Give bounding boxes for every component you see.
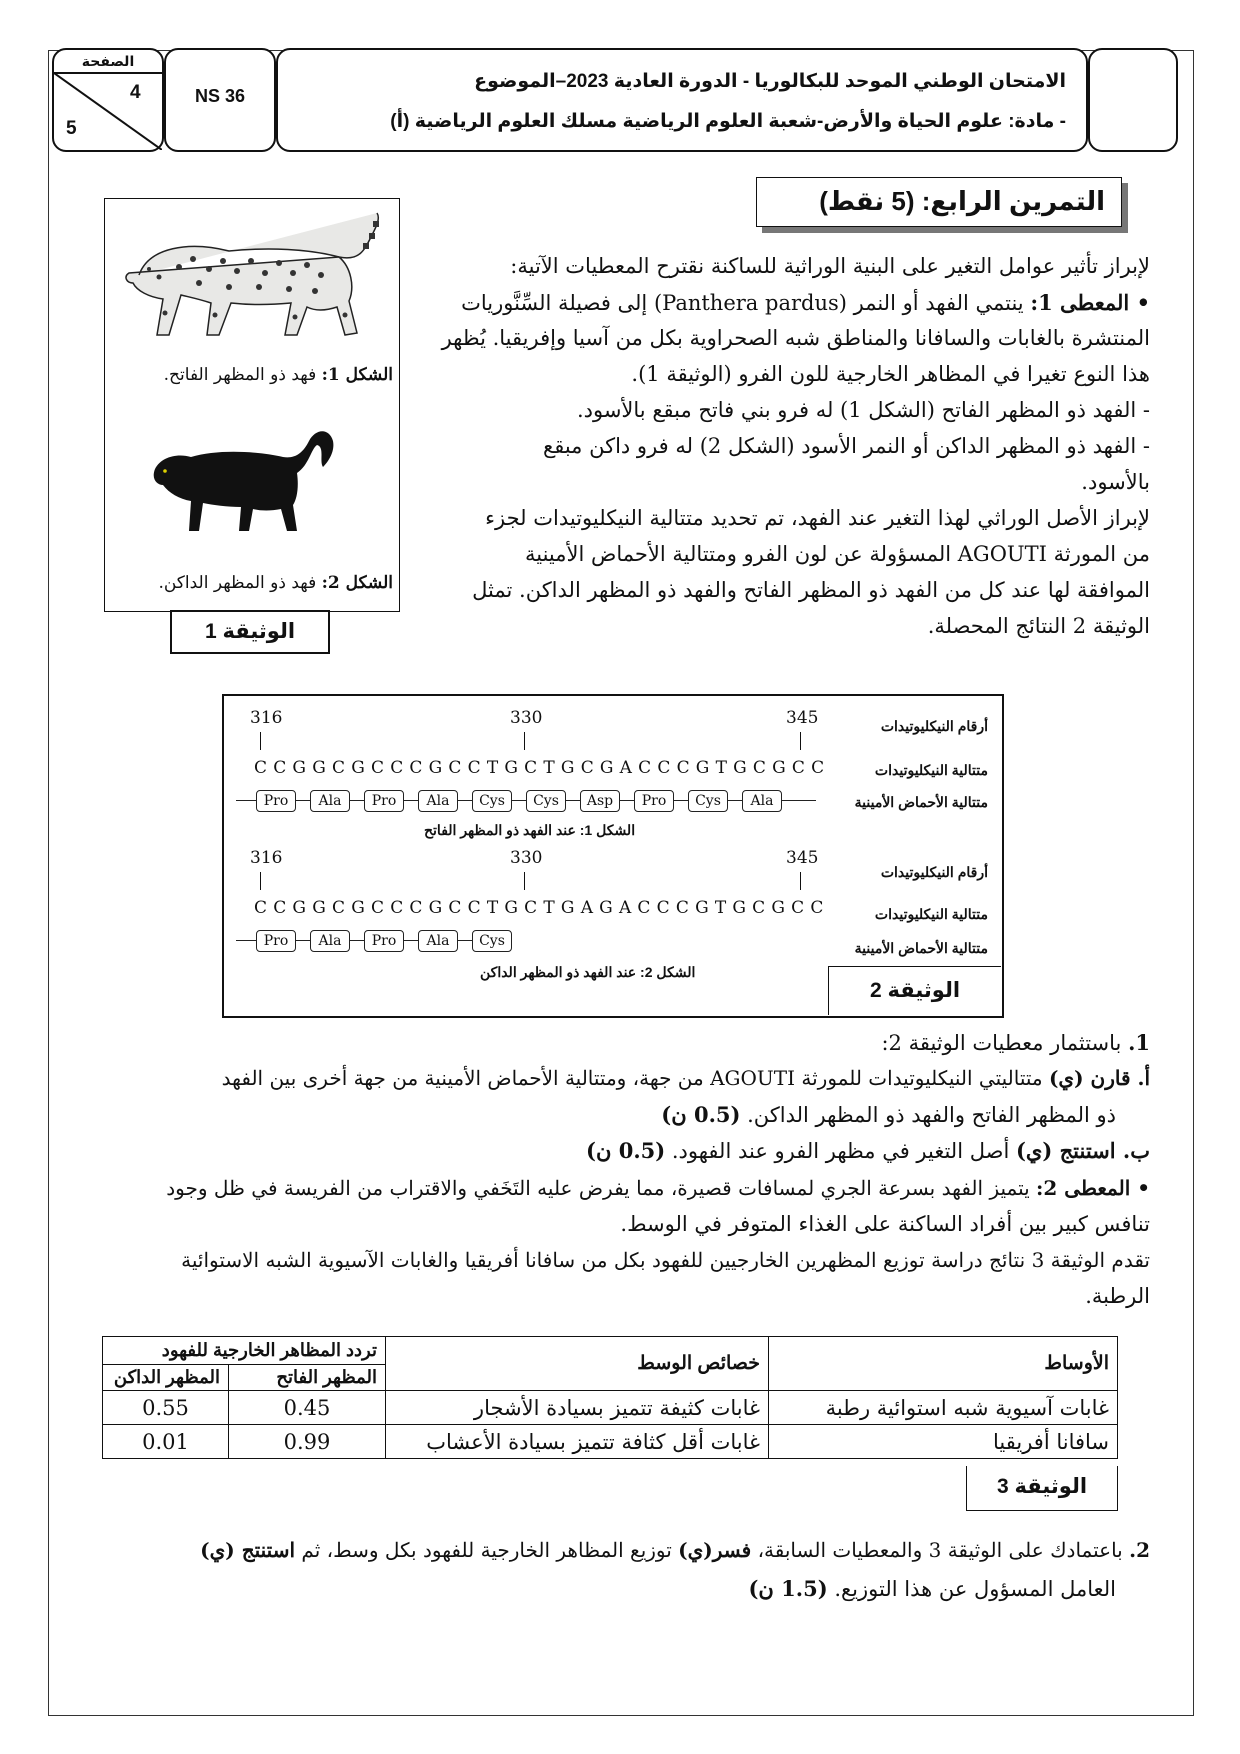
aa-connector bbox=[236, 940, 256, 941]
doc2-amino-label-1: متتالية الأحماض الأمينية bbox=[854, 794, 988, 810]
aa-connector bbox=[236, 800, 256, 801]
amino-acid-box: Asp bbox=[580, 790, 620, 812]
doc2-tick-316 bbox=[260, 732, 261, 750]
amino-acid-box: Ala bbox=[418, 930, 458, 952]
doc3-light-cell: 0.45 bbox=[229, 1391, 386, 1425]
given1-p2-line2: من المورثة AGOUTI المسؤولة عن لون الفرو ومتتالية الأحماض الأمينية bbox=[525, 542, 1150, 566]
q1-number: 1. bbox=[1128, 1030, 1150, 1055]
doc2-num-345: 345 bbox=[786, 848, 819, 868]
header-code-box bbox=[164, 48, 276, 152]
doc3-col-features: خصائص الوسط bbox=[386, 1337, 769, 1391]
aa-connector bbox=[296, 800, 310, 801]
doc3-dark-cell: 0.01 bbox=[103, 1425, 229, 1459]
given1-label: • المعطى 1: bbox=[1030, 290, 1150, 315]
amino-acid-box: Pro bbox=[634, 790, 674, 812]
doc2-tick-330 bbox=[524, 732, 525, 750]
doc1-fig1-text: فهد ذو المظهر الفاتح. bbox=[163, 365, 317, 385]
amino-acid-box: Pro bbox=[364, 790, 404, 812]
aa-connector bbox=[350, 940, 364, 941]
exam-code: NS 36 bbox=[194, 86, 246, 106]
intro-text: لإبراز تأثير عوامل التغير على البنية الوراثية للساكنة نقترح المعطيات الآتية: bbox=[510, 254, 1150, 278]
amino-acid-box: Pro bbox=[364, 930, 404, 952]
exam-subject: - مادة: علوم الحياة والأرض-شعبة العلوم الرياضية مسلك العلوم الرياضية (أ) bbox=[390, 111, 1066, 132]
given2-line3: تقدم الوثيقة 3 نتائج دراسة توزيع المظهرين الخارجيين للفهود بكل من سافانا أفريقيا والغابات الآسيوية الشبه الاستوائية bbox=[181, 1248, 1150, 1272]
q1-a-line1 bbox=[222, 1066, 1150, 1090]
doc2-tick-345 bbox=[800, 872, 801, 890]
table-row bbox=[103, 1391, 1118, 1425]
doc1-box bbox=[104, 198, 400, 612]
amino-acid-box: Pro bbox=[256, 790, 296, 812]
doc3-feature-cell: غابات أقل كثافة تتميز بسيادة الأعشاب bbox=[386, 1425, 769, 1459]
q1-a-text2: ذو المظهر الفاتح والفهد ذو المظهر الداكن. bbox=[747, 1103, 1116, 1127]
doc2-title-box bbox=[828, 966, 1001, 1015]
q1-a-line2 bbox=[661, 1102, 1116, 1127]
doc2-title: الوثيقة 2 bbox=[869, 979, 961, 1002]
amino-acid-box: Cys bbox=[526, 790, 566, 812]
doc2-num-345: 345 bbox=[786, 708, 819, 728]
q2-verb-deduce: استنتج (ي) bbox=[200, 1538, 296, 1562]
doc2-nucleotides-label-1: متتالية النيكليوتيدات bbox=[874, 762, 988, 778]
doc2-nucleotides-label-2: متتالية النيكليوتيدات bbox=[874, 906, 988, 922]
q1-a-label: أ. قارن (ي) bbox=[1048, 1066, 1150, 1090]
doc1-fig2-caption bbox=[158, 573, 393, 593]
q2-points: (1.5 ن) bbox=[748, 1576, 828, 1601]
q1-b-line bbox=[586, 1138, 1150, 1163]
doc2-num-316: 316 bbox=[250, 708, 283, 728]
aa-connector bbox=[350, 800, 364, 801]
aa-connector bbox=[566, 800, 580, 801]
q1-intro-text: باستثمار معطيات الوثيقة 2: bbox=[881, 1031, 1122, 1055]
q1-a-text1: متتاليتي النيكليوتيدات للمورثة AGOUTI من جهة، ومتتالية الأحماض الأمينية من جهة أخرى بين الفهد bbox=[221, 1066, 1043, 1090]
doc3-title: الوثيقة 3 bbox=[996, 1475, 1088, 1498]
given1-line3: هذا النوع تغيرا في المظاهر الخارجية للون الفرو (الوثيقة 1). bbox=[631, 362, 1150, 386]
doc2-box bbox=[222, 694, 1004, 1018]
q2-number: 2. bbox=[1129, 1538, 1150, 1562]
amino-acid-box: Cys bbox=[472, 930, 512, 952]
q2-text-a: باعتمادك على الوثيقة 3 والمعطيات السابقة، bbox=[757, 1538, 1123, 1562]
q1-b-label: ب. استنتج (ي) bbox=[1015, 1138, 1150, 1163]
aa-connector bbox=[458, 800, 472, 801]
doc2-fig2-caption: الشكل 2: عند الفهد ذو المظهر الداكن bbox=[480, 964, 696, 980]
aa-connector bbox=[296, 940, 310, 941]
given2-line2: تنافس كبير بين أفراد الساكنة على الغذاء المتوفر في الوسط. bbox=[620, 1212, 1150, 1236]
doc3-col-freq: تردد المظاهر الخارجية للفهود bbox=[103, 1337, 386, 1365]
q1-b-text: أصل التغير في مظهر الفرو عند الفهود. bbox=[671, 1139, 1010, 1163]
aa-connector bbox=[674, 800, 688, 801]
amino-acid-box: Cys bbox=[472, 790, 512, 812]
given1-line2: المنتشرة بالغابات والسافانا والمناطق شبه الصحراوية بكل من آسيا وإفريقيا. يُظهر bbox=[441, 326, 1150, 350]
doc2-fig1-sequence: C C G G C G C C C G C C T G C T G C G A C C C G T G C G C C bbox=[254, 758, 825, 778]
doc1-title: الوثيقة 1 bbox=[204, 620, 296, 643]
aa-connector bbox=[404, 800, 418, 801]
q2-text2: العامل المسؤول عن هذا التوزيع. bbox=[834, 1577, 1116, 1601]
doc1-fig2-text: فهد ذو المظهر الداكن. bbox=[158, 573, 317, 593]
doc2-fig2-sequence: C C G G C G C C C G C C T G C T G A G A C C C G T G C G C C bbox=[254, 898, 824, 918]
q1-intro bbox=[881, 1030, 1150, 1055]
doc3-title-box bbox=[966, 1466, 1118, 1511]
amino-acid-box: Ala bbox=[742, 790, 782, 812]
given1-bullet2b: بالأسود. bbox=[1081, 470, 1150, 494]
given2-text1: يتميز الفهد بسرعة الجري لمسافات قصيرة، مما يفرض عليه التَخَفي والاقتراب من الفريسة في ظل وجود bbox=[166, 1176, 1030, 1200]
given1-bullet2a: - الفهد ذو المظهر الداكن أو النمر الأسود (الشكل 2) له فرو داكن مبقع bbox=[543, 434, 1150, 458]
doc3-col-dark: المظهر الداكن bbox=[103, 1365, 229, 1391]
doc3-table bbox=[102, 1336, 1118, 1459]
doc1-title-box bbox=[170, 610, 330, 654]
aa-connector bbox=[404, 940, 418, 941]
doc2-num-330: 330 bbox=[510, 848, 543, 868]
doc3-col-light: المظهر الفاتح bbox=[229, 1365, 386, 1391]
given2-label: • المعطى 2: bbox=[1036, 1176, 1150, 1200]
doc3-habitat-cell: سافانا أفريقيا bbox=[769, 1425, 1118, 1459]
doc3-dark-cell: 0.55 bbox=[103, 1391, 229, 1425]
table-row bbox=[103, 1425, 1118, 1459]
page-current: 4 bbox=[130, 82, 141, 103]
doc3-feature-cell: غابات كثيفة تتميز بسيادة الأشجار bbox=[386, 1391, 769, 1425]
doc2-numbers-label-1: أرقام النيكليوتيدات bbox=[880, 718, 988, 734]
amino-acid-box: Pro bbox=[256, 930, 296, 952]
given2-line1 bbox=[166, 1176, 1150, 1200]
doc2-tick-330 bbox=[524, 872, 525, 890]
doc2-num-330: 330 bbox=[510, 708, 543, 728]
given2-line4: الرطبة. bbox=[1085, 1284, 1150, 1308]
doc2-numbers-label-2: أرقام النيكليوتيدات bbox=[880, 864, 988, 880]
q2-text-c: توزيع المظاهر الخارجية للفهود بكل وسط، ثم bbox=[301, 1538, 672, 1562]
amino-acid-box: Cys bbox=[688, 790, 728, 812]
given1-p2-line4: الوثيقة 2 النتائج المحصلة. bbox=[927, 614, 1150, 638]
aa-connector bbox=[782, 800, 816, 801]
q1-b-points: (0.5 ن) bbox=[586, 1138, 666, 1163]
aa-connector bbox=[458, 940, 472, 941]
exercise-title-box bbox=[756, 177, 1122, 227]
doc3-light-cell: 0.99 bbox=[229, 1425, 386, 1459]
amino-acid-box: Ala bbox=[310, 930, 350, 952]
doc1-fig2-label: الشكل 2: bbox=[321, 573, 393, 593]
q2-line2 bbox=[748, 1576, 1116, 1601]
given1-text1: ينتمي الفهد أو النمر (Panthera pardus) إلى فصيلة السِّنَّوريات bbox=[461, 291, 1024, 315]
aa-connector bbox=[512, 800, 526, 801]
doc1-fig1-label: الشكل 1: bbox=[321, 365, 393, 385]
doc2-tick-316 bbox=[260, 872, 261, 890]
doc2-num-316: 316 bbox=[250, 848, 283, 868]
header-right-box bbox=[1088, 48, 1178, 152]
page-total: 5 bbox=[66, 118, 77, 139]
light-leopard-image bbox=[119, 207, 387, 357]
header-page-box bbox=[52, 48, 164, 152]
given1-bullet1: - الفهد ذو المظهر الفاتح (الشكل 1) له فرو بني فاتح مبقع بالأسود. bbox=[576, 398, 1150, 422]
amino-acid-box: Ala bbox=[418, 790, 458, 812]
given1-p2-line3: الموافقة لها عند كل من الفهد ذو المظهر الفاتح والفهد ذو المظهر الداكن. تمثل bbox=[472, 578, 1150, 602]
q1-a-points: (0.5 ن) bbox=[661, 1102, 741, 1127]
doc2-tick-345 bbox=[800, 732, 801, 750]
header-title-box bbox=[276, 48, 1088, 152]
q2-verb-explain: فسر(ي) bbox=[678, 1538, 752, 1562]
doc1-fig1-caption bbox=[164, 365, 393, 385]
doc2-fig1-aa-row bbox=[236, 790, 816, 812]
exercise-title: التمرين الرابع: (5 نقط) bbox=[819, 186, 1105, 216]
given1-p2-line1: لإبراز الأصل الوراثي لهذا التغير عند الفهد، تم تحديد متتالية النيكليوتيدات لجزء bbox=[485, 506, 1150, 530]
exam-title: الامتحان الوطني الموحد للبكالوريا - الدورة العادية 2023–الموضوع bbox=[474, 71, 1066, 92]
amino-acid-box: Ala bbox=[310, 790, 350, 812]
doc2-amino-label-2: متتالية الأحماض الأمينية bbox=[854, 940, 988, 956]
doc3-col-habitats: الأوساط bbox=[769, 1337, 1118, 1391]
aa-connector bbox=[620, 800, 634, 801]
given1-line1 bbox=[461, 290, 1150, 315]
doc2-fig1-caption: الشكل 1: عند الفهد ذو المظهر الفاتح bbox=[424, 822, 636, 838]
aa-connector bbox=[728, 800, 742, 801]
q2-line1 bbox=[200, 1538, 1150, 1562]
doc3-habitat-cell: غابات آسيوية شبه استوائية رطبة bbox=[769, 1391, 1118, 1425]
black-panther-image bbox=[147, 427, 337, 537]
page-label: الصفحة bbox=[81, 53, 135, 69]
doc2-fig2-aa-row bbox=[236, 930, 536, 952]
